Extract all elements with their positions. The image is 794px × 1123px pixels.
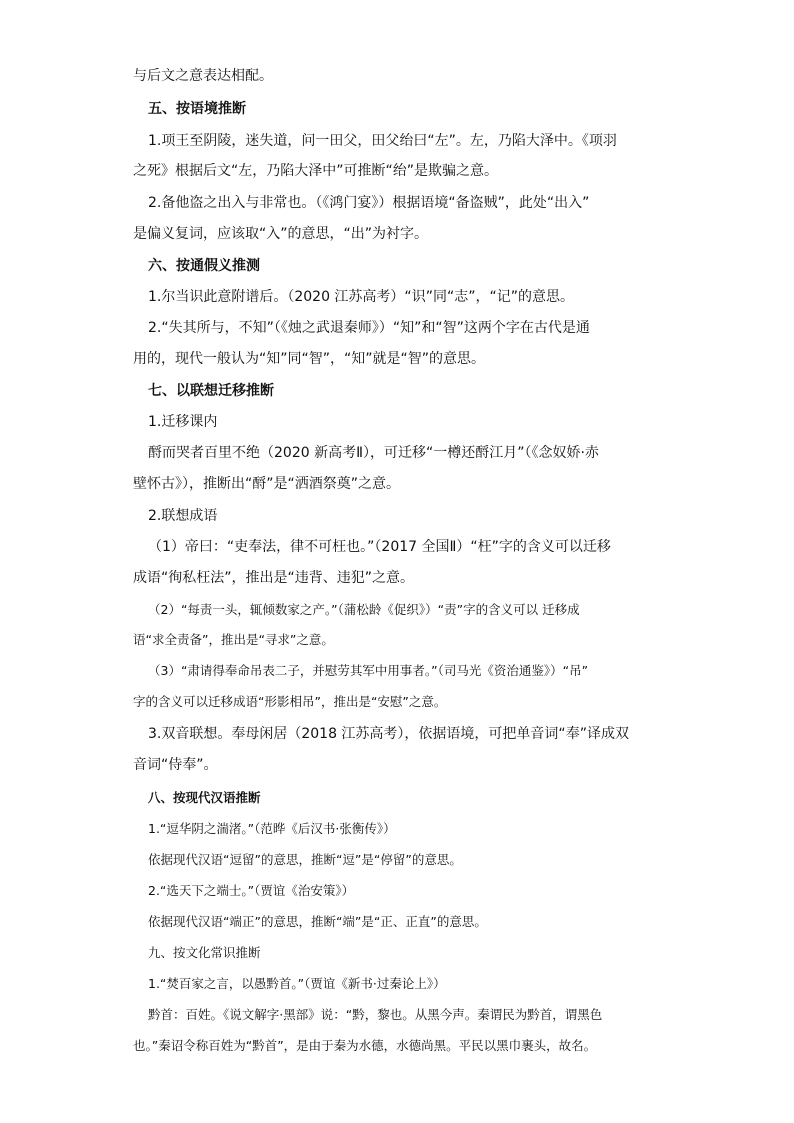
text-line: 3.双音联想。奉母闲居（2018 江苏高考），依据语境，可把单音词“奉”译成双 — [148, 726, 629, 742]
text-line: 2.“失其所与，不知”（《烛之武退秦师》）“知”和“智”这两个字在古代是通 — [148, 320, 590, 336]
text-line: （1）帝曰：“吏奉法，律不可枉也。”（2017 全国Ⅱ）“枉”字的含义可以迁移 — [148, 539, 611, 555]
text-line: 2.备他盗之出入与非常也。（《鸿门宴》）根据语境“备盗贼”，此处“出入” — [148, 195, 590, 211]
text-line: 字的含义可以迁移成语“形影相吊”，推出是“安慰”之意。 — [133, 694, 447, 709]
text-line: 2.“选天下之端士。”（贾谊《治安策》） — [148, 883, 355, 898]
text-line: 音词“侍奉”。 — [133, 757, 218, 773]
text-line: 成语“徇私枉法”，推出是“违背、违犯”之意。 — [133, 570, 415, 586]
text-line: （3）“肃请得奉命吊表二子，并慰劳其军中用事者。”（司马光《资治通鉴》）“吊” — [148, 663, 589, 678]
text-line: 1.尔当识此意附谱后。（2020 江苏高考）“识”同“志”，“记”的意思。 — [148, 289, 574, 305]
text-line: （2）“每责一头，辄倾数家之产。”（蒲松龄《促织》）“责”字的含义可以 迁移成 — [148, 602, 580, 617]
text-line: 1.“焚百家之言，以愚黔首。”（贾谊《新书·过秦论上》） — [148, 976, 446, 991]
text-line: 依据现代汉语“逗留”的意思，推断“逗”是“停留”的意思。 — [148, 852, 462, 867]
text-line: 语“求全责备”，推出是“寻求”之意。 — [133, 632, 334, 647]
section-heading: 六、按通假义推测 — [148, 258, 260, 274]
text-line: 壁怀古》），推断出“酹”是“洒酒祭奠”之意。 — [133, 476, 401, 492]
section-heading: 八、按现代汉语推断 — [148, 790, 261, 805]
text-line: 之死》根据后文“左，乃陷大泽中”可推断“绐”是欺骗之意。 — [133, 163, 499, 179]
text-line: 也。”秦诏令称百姓为“黔首”，是由于秦为水德，水德尚黑。平民以黑巾裹头，故名。 — [133, 1038, 597, 1053]
text-line: 酹而哭者百里不绝（2020 新高考Ⅱ），可迁移“一樽还酹江月”（《念奴娇·赤 — [148, 445, 599, 461]
text-line: 黔首：百姓。《说文解字·黑部》说：“黔，黎也。从黑今声。秦谓民为黔首，谓黑色 — [148, 1007, 603, 1022]
text-line: 2.联想成语 — [148, 508, 218, 524]
section-heading: 五、按语境推断 — [148, 101, 246, 117]
text-line: 用的，现代一般认为“知”同“智”，“知”就是“智”的意思。 — [133, 351, 486, 367]
text-line: 1.项王至阴陵，迷失道，问一田父，田父绐曰“左”。左，乃陷大泽中。《项羽 — [148, 133, 617, 149]
section-heading: 九、按文化常识推断 — [148, 945, 261, 960]
text-line: 依据现代汉语“端正”的意思，推断“端”是“正、正直”的意思。 — [148, 914, 487, 929]
section-heading: 七、以联想迁移推断 — [148, 383, 274, 399]
text-line: 与后文之意表达相配。 — [133, 68, 273, 84]
text-line: 1.“逗华阴之湍渚。”（范晔《后汉书·张衡传》） — [148, 821, 396, 836]
text-line: 是偏义复词，应该取“入”的意思，“出”为衬字。 — [133, 226, 429, 242]
text-line: 1.迁移课内 — [148, 414, 218, 430]
